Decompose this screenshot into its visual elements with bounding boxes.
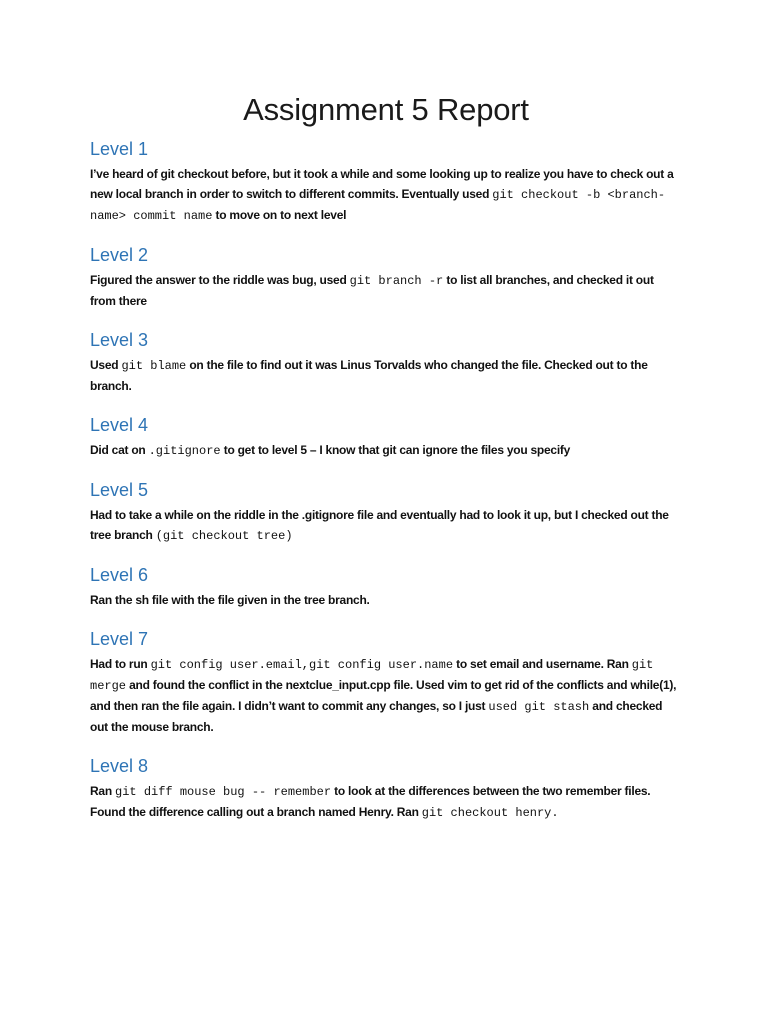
text-run: to set email and username. Ran	[453, 657, 632, 671]
inline-code: git checkout henry.	[421, 806, 559, 820]
section-paragraph	[90, 164, 682, 226]
text-run: Ran the sh file with the file given in the tree branch.	[90, 593, 370, 607]
document-page	[90, 92, 682, 841]
text-run: to look at the differences between the two remember files. Found the difference calling out a branch named Henry. Ran	[90, 784, 651, 819]
inline-code: git blame	[121, 359, 187, 373]
section-paragraph	[90, 355, 682, 396]
text-run: on the file to find out it was Linus Torvalds who changed the file. Checked out to the branch.	[90, 358, 648, 393]
inline-code: .gitignore	[148, 444, 221, 458]
section-heading: Level 8	[90, 756, 149, 776]
inline-code: git config user.email,git config user.name	[150, 658, 454, 672]
text-run: and checked out the mouse branch.	[90, 699, 663, 734]
text-run: to move on to next level	[212, 208, 347, 222]
inline-code: git checkout -b <branch-name> commit name	[90, 188, 666, 223]
section-paragraph	[90, 440, 682, 461]
text-run: Used	[90, 358, 122, 372]
section-heading: Level 1	[90, 139, 149, 159]
section-paragraph	[90, 505, 682, 546]
section-level-2	[90, 244, 682, 311]
section-heading: Level 6	[90, 565, 149, 585]
inline-code: used git stash	[488, 700, 590, 714]
document-title: Assignment 5 Report	[243, 92, 529, 127]
text-run: Ran	[90, 784, 116, 798]
text-run: and found the conflict in the nextclue_input.cpp file. Used vim to get rid of the conflicts and while(1), and then ran the file again. I didn’t want to commit any changes, so I just	[90, 678, 677, 713]
section-paragraph	[90, 654, 682, 737]
section-level-5	[90, 479, 682, 546]
section-heading: Level 3	[90, 330, 149, 350]
section-heading: Level 5	[90, 480, 149, 500]
section-level-1	[90, 138, 682, 226]
section-paragraph	[90, 590, 682, 610]
section-level-4	[90, 414, 682, 461]
section-level-7	[90, 628, 682, 737]
text-run: Had to take a while on the riddle in the .gitignore file and eventually had to look it up, but I checked out the tree branch	[90, 508, 669, 542]
inline-code: git diff mouse bug -- remember	[115, 785, 332, 799]
section-level-3	[90, 329, 682, 396]
inline-code: (git checkout tree)	[155, 529, 293, 543]
text-run: Did cat on	[90, 443, 149, 457]
section-heading: Level 4	[90, 415, 149, 435]
text-run: Had to run	[90, 657, 151, 671]
section-level-6	[90, 564, 682, 610]
text-run: to get to level 5 – I know that git can ignore the files you specify	[220, 443, 571, 457]
inline-code: git merge	[90, 658, 654, 693]
document-body	[90, 138, 682, 823]
section-heading: Level 7	[90, 629, 149, 649]
section-heading: Level 2	[90, 245, 149, 265]
section-level-8	[90, 755, 682, 823]
section-paragraph	[90, 781, 682, 823]
text-run: to list all branches, and checked it out from there	[90, 273, 654, 308]
text-run: Figured the answer to the riddle was bug, used	[90, 273, 350, 287]
inline-code: git branch -r	[349, 274, 444, 288]
text-run: I’ve heard of git checkout before, but it took a while and some looking up to realize you have to check out a new local branch in order to switch to different commits. Eventually used	[90, 167, 674, 201]
section-paragraph	[90, 270, 682, 311]
